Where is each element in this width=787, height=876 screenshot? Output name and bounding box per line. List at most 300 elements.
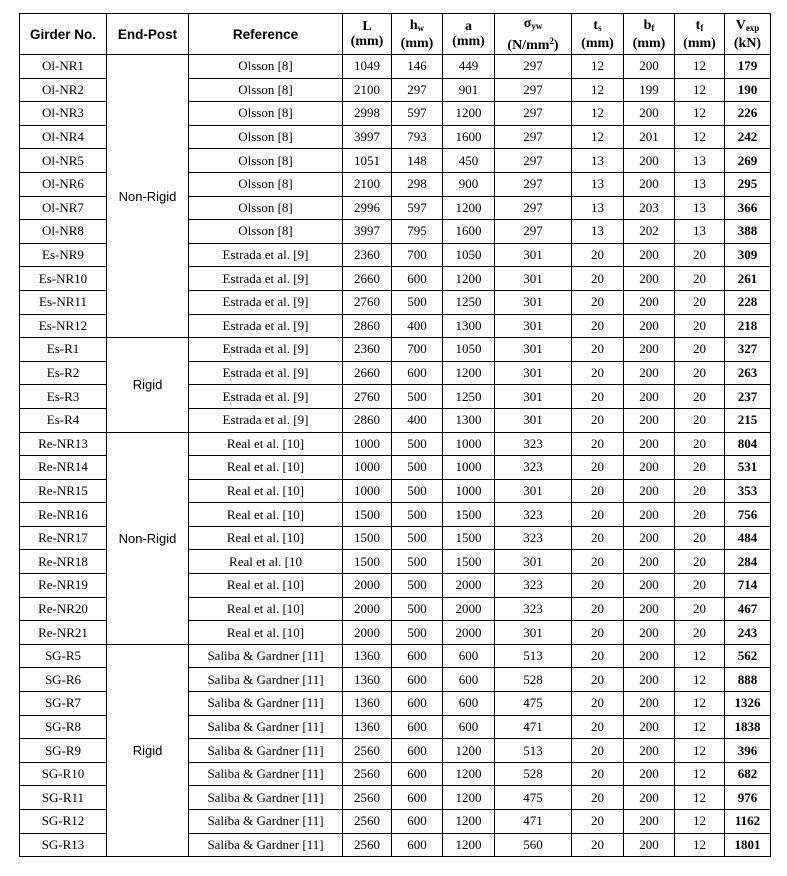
cell-panel-width: 1300 (443, 314, 495, 338)
cell-length: 2000 (343, 574, 392, 598)
cell-flange-thickness: 13 (675, 220, 725, 244)
cell-girder-no: Re-NR21 (20, 621, 107, 645)
cell-web-height: 600 (392, 644, 443, 668)
cell-shear-capacity: 976 (725, 786, 771, 810)
cell-flange-width: 200 (624, 456, 675, 480)
cell-girder-no: Re-NR13 (20, 432, 107, 456)
cell-reference: Estrada et al. [9] (189, 385, 343, 409)
cell-web-height: 793 (392, 125, 443, 149)
cell-yield-stress: 323 (495, 503, 572, 527)
cell-panel-width: 1200 (443, 786, 495, 810)
cell-shear-capacity: 261 (725, 267, 771, 291)
cell-flange-thickness: 20 (675, 574, 725, 598)
cell-panel-width: 1200 (443, 810, 495, 834)
cell-panel-width: 1200 (443, 102, 495, 126)
cell-flange-thickness: 20 (675, 621, 725, 645)
cell-flange-thickness: 12 (675, 833, 725, 857)
cell-girder-no: Es-R1 (20, 338, 107, 362)
cell-stiffener-thickness: 20 (572, 385, 624, 409)
cell-yield-stress: 301 (495, 479, 572, 503)
cell-reference: Saliba & Gardner [11] (189, 786, 343, 810)
cell-flange-width: 200 (624, 597, 675, 621)
header-stiffener-thickness: $t_s$ (mm) (572, 14, 624, 55)
cell-flange-width: 200 (624, 338, 675, 362)
cell-panel-width: 1500 (443, 550, 495, 574)
cell-web-height: 600 (392, 833, 443, 857)
cell-length: 1500 (343, 550, 392, 574)
cell-reference: Olsson [8] (189, 78, 343, 102)
cell-length: 2996 (343, 196, 392, 220)
cell-flange-thickness: 20 (675, 526, 725, 550)
cell-flange-width: 200 (624, 385, 675, 409)
cell-girder-no: Es-R2 (20, 361, 107, 385)
cell-stiffener-thickness: 20 (572, 644, 624, 668)
header-panel-width: a (mm) (443, 14, 495, 55)
cell-girder-no: Ol-NR7 (20, 196, 107, 220)
cell-web-height: 500 (392, 503, 443, 527)
table-row (20, 338, 771, 362)
cell-panel-width: 900 (443, 172, 495, 196)
cell-girder-no: SG-R5 (20, 644, 107, 668)
cell-panel-width: 1250 (443, 290, 495, 314)
cell-reference: Saliba & Gardner [11] (189, 668, 343, 692)
cell-yield-stress: 323 (495, 432, 572, 456)
cell-flange-width: 199 (624, 78, 675, 102)
cell-yield-stress: 475 (495, 692, 572, 716)
cell-yield-stress: 297 (495, 78, 572, 102)
cell-length: 1360 (343, 692, 392, 716)
cell-shear-capacity: 242 (725, 125, 771, 149)
cell-flange-thickness: 20 (675, 456, 725, 480)
cell-reference: Saliba & Gardner [11] (189, 833, 343, 857)
cell-reference: Olsson [8] (189, 125, 343, 149)
cell-stiffener-thickness: 20 (572, 786, 624, 810)
cell-yield-stress: 528 (495, 668, 572, 692)
cell-flange-width: 200 (624, 267, 675, 291)
cell-yield-stress: 560 (495, 833, 572, 857)
cell-shear-capacity: 179 (725, 55, 771, 79)
cell-web-height: 500 (392, 290, 443, 314)
cell-yield-stress: 297 (495, 55, 572, 79)
cell-panel-width: 600 (443, 644, 495, 668)
header-length: L (mm) (343, 14, 392, 55)
cell-web-height: 400 (392, 314, 443, 338)
cell-flange-thickness: 12 (675, 810, 725, 834)
cell-stiffener-thickness: 20 (572, 479, 624, 503)
cell-shear-capacity: 1838 (725, 715, 771, 739)
cell-stiffener-thickness: 20 (572, 833, 624, 857)
cell-yield-stress: 297 (495, 172, 572, 196)
cell-length: 2660 (343, 267, 392, 291)
cell-reference: Olsson [8] (189, 55, 343, 79)
cell-shear-capacity: 682 (725, 762, 771, 786)
cell-flange-width: 200 (624, 290, 675, 314)
cell-length: 2560 (343, 810, 392, 834)
cell-panel-width: 2000 (443, 621, 495, 645)
cell-flange-width: 200 (624, 503, 675, 527)
cell-panel-width: 1050 (443, 338, 495, 362)
cell-girder-no: Es-NR10 (20, 267, 107, 291)
header-flange-thickness: $t_f$ (mm) (675, 14, 725, 55)
cell-panel-width: 1050 (443, 243, 495, 267)
cell-panel-width: 1000 (443, 479, 495, 503)
cell-flange-width: 202 (624, 220, 675, 244)
cell-length: 2360 (343, 243, 392, 267)
cell-yield-stress: 297 (495, 102, 572, 126)
cell-web-height: 600 (392, 267, 443, 291)
header-row (20, 14, 771, 55)
cell-web-height: 500 (392, 479, 443, 503)
cell-flange-thickness: 20 (675, 314, 725, 338)
cell-flange-width: 200 (624, 574, 675, 598)
cell-web-height: 600 (392, 810, 443, 834)
cell-stiffener-thickness: 20 (572, 338, 624, 362)
cell-shear-capacity: 1162 (725, 810, 771, 834)
cell-panel-width: 1200 (443, 196, 495, 220)
cell-girder-no: Re-NR20 (20, 597, 107, 621)
cell-reference: Olsson [8] (189, 220, 343, 244)
cell-flange-width: 200 (624, 668, 675, 692)
cell-flange-width: 200 (624, 408, 675, 432)
cell-yield-stress: 471 (495, 810, 572, 834)
cell-panel-width: 600 (443, 668, 495, 692)
header-end-post: End-Post (107, 14, 189, 55)
cell-reference: Estrada et al. [9] (189, 338, 343, 362)
cell-stiffener-thickness: 20 (572, 408, 624, 432)
cell-end-post: Rigid (107, 338, 189, 432)
cell-girder-no: SG-R10 (20, 762, 107, 786)
cell-shear-capacity: 1801 (725, 833, 771, 857)
cell-yield-stress: 297 (495, 196, 572, 220)
cell-web-height: 500 (392, 621, 443, 645)
cell-stiffener-thickness: 12 (572, 125, 624, 149)
cell-panel-width: 2000 (443, 597, 495, 621)
cell-panel-width: 1200 (443, 762, 495, 786)
cell-flange-width: 201 (624, 125, 675, 149)
cell-length: 1360 (343, 668, 392, 692)
cell-length: 2560 (343, 739, 392, 763)
cell-flange-thickness: 12 (675, 715, 725, 739)
cell-stiffener-thickness: 20 (572, 361, 624, 385)
cell-reference: Saliba & Gardner [11] (189, 762, 343, 786)
cell-flange-thickness: 20 (675, 597, 725, 621)
header-flange-width: $b_f$ (mm) (624, 14, 675, 55)
cell-web-height: 500 (392, 550, 443, 574)
cell-reference: Real et al. [10 (189, 550, 343, 574)
cell-flange-thickness: 20 (675, 432, 725, 456)
cell-length: 2660 (343, 361, 392, 385)
cell-flange-width: 200 (624, 833, 675, 857)
cell-yield-stress: 471 (495, 715, 572, 739)
cell-flange-width: 200 (624, 739, 675, 763)
cell-reference: Estrada et al. [9] (189, 314, 343, 338)
cell-yield-stress: 297 (495, 149, 572, 173)
cell-girder-no: SG-R6 (20, 668, 107, 692)
table-row (20, 644, 771, 668)
cell-web-height: 298 (392, 172, 443, 196)
cell-stiffener-thickness: 20 (572, 692, 624, 716)
cell-yield-stress: 301 (495, 338, 572, 362)
cell-stiffener-thickness: 13 (572, 149, 624, 173)
cell-web-height: 146 (392, 55, 443, 79)
cell-web-height: 600 (392, 762, 443, 786)
cell-stiffener-thickness: 20 (572, 715, 624, 739)
cell-flange-width: 200 (624, 172, 675, 196)
cell-panel-width: 1600 (443, 220, 495, 244)
cell-length: 2560 (343, 786, 392, 810)
cell-flange-width: 200 (624, 621, 675, 645)
cell-web-height: 500 (392, 456, 443, 480)
cell-length: 2760 (343, 290, 392, 314)
cell-stiffener-thickness: 13 (572, 220, 624, 244)
cell-web-height: 700 (392, 243, 443, 267)
cell-web-height: 500 (392, 526, 443, 550)
cell-stiffener-thickness: 20 (572, 550, 624, 574)
cell-web-height: 600 (392, 786, 443, 810)
cell-yield-stress: 301 (495, 385, 572, 409)
cell-shear-capacity: 756 (725, 503, 771, 527)
cell-yield-stress: 513 (495, 644, 572, 668)
cell-flange-thickness: 12 (675, 692, 725, 716)
cell-stiffener-thickness: 20 (572, 668, 624, 692)
cell-flange-thickness: 20 (675, 550, 725, 574)
cell-girder-no: Es-NR12 (20, 314, 107, 338)
cell-web-height: 597 (392, 196, 443, 220)
cell-flange-width: 200 (624, 361, 675, 385)
cell-flange-thickness: 20 (675, 479, 725, 503)
cell-stiffener-thickness: 20 (572, 762, 624, 786)
cell-stiffener-thickness: 20 (572, 456, 624, 480)
cell-girder-no: Ol-NR2 (20, 78, 107, 102)
cell-flange-thickness: 12 (675, 668, 725, 692)
cell-reference: Estrada et al. [9] (189, 243, 343, 267)
cell-web-height: 600 (392, 361, 443, 385)
cell-stiffener-thickness: 13 (572, 196, 624, 220)
cell-length: 1360 (343, 644, 392, 668)
cell-reference: Real et al. [10] (189, 526, 343, 550)
cell-stiffener-thickness: 20 (572, 432, 624, 456)
cell-flange-thickness: 20 (675, 503, 725, 527)
cell-length: 3997 (343, 125, 392, 149)
cell-flange-thickness: 20 (675, 267, 725, 291)
cell-web-height: 500 (392, 432, 443, 456)
cell-shear-capacity: 327 (725, 338, 771, 362)
cell-flange-width: 200 (624, 550, 675, 574)
cell-stiffener-thickness: 20 (572, 267, 624, 291)
cell-flange-thickness: 12 (675, 102, 725, 126)
header-web-height: $h_w$ (mm) (392, 14, 443, 55)
cell-panel-width: 600 (443, 692, 495, 716)
cell-reference: Olsson [8] (189, 196, 343, 220)
cell-web-height: 500 (392, 574, 443, 598)
cell-flange-thickness: 20 (675, 243, 725, 267)
cell-stiffener-thickness: 20 (572, 526, 624, 550)
cell-stiffener-thickness: 20 (572, 739, 624, 763)
cell-shear-capacity: 388 (725, 220, 771, 244)
header-girder-no: Girder No. (20, 14, 107, 55)
cell-length: 1500 (343, 503, 392, 527)
cell-flange-width: 200 (624, 432, 675, 456)
cell-panel-width: 2000 (443, 574, 495, 598)
cell-flange-width: 200 (624, 692, 675, 716)
cell-web-height: 795 (392, 220, 443, 244)
cell-yield-stress: 301 (495, 361, 572, 385)
cell-stiffener-thickness: 20 (572, 314, 624, 338)
cell-stiffener-thickness: 20 (572, 574, 624, 598)
girder-data-table (19, 13, 771, 857)
cell-reference: Saliba & Gardner [11] (189, 644, 343, 668)
cell-length: 1000 (343, 432, 392, 456)
cell-stiffener-thickness: 20 (572, 290, 624, 314)
cell-shear-capacity: 714 (725, 574, 771, 598)
cell-length: 2560 (343, 833, 392, 857)
cell-flange-width: 200 (624, 715, 675, 739)
cell-flange-thickness: 20 (675, 338, 725, 362)
cell-web-height: 600 (392, 668, 443, 692)
cell-shear-capacity: 467 (725, 597, 771, 621)
cell-flange-thickness: 12 (675, 644, 725, 668)
cell-stiffener-thickness: 20 (572, 597, 624, 621)
cell-flange-width: 200 (624, 102, 675, 126)
cell-shear-capacity: 888 (725, 668, 771, 692)
cell-shear-capacity: 309 (725, 243, 771, 267)
cell-flange-thickness: 12 (675, 762, 725, 786)
cell-girder-no: Es-NR9 (20, 243, 107, 267)
cell-reference: Olsson [8] (189, 172, 343, 196)
cell-web-height: 500 (392, 385, 443, 409)
cell-flange-thickness: 20 (675, 290, 725, 314)
cell-stiffener-thickness: 20 (572, 621, 624, 645)
cell-flange-width: 200 (624, 479, 675, 503)
cell-panel-width: 1500 (443, 503, 495, 527)
cell-yield-stress: 301 (495, 243, 572, 267)
cell-web-height: 400 (392, 408, 443, 432)
cell-shear-capacity: 484 (725, 526, 771, 550)
cell-girder-no: Ol-NR8 (20, 220, 107, 244)
cell-shear-capacity: 562 (725, 644, 771, 668)
cell-girder-no: Re-NR18 (20, 550, 107, 574)
cell-length: 1049 (343, 55, 392, 79)
cell-end-post: Rigid (107, 644, 189, 856)
cell-end-post: Non-Rigid (107, 55, 189, 338)
cell-panel-width: 1250 (443, 385, 495, 409)
cell-length: 2860 (343, 314, 392, 338)
cell-reference: Real et al. [10] (189, 621, 343, 645)
cell-stiffener-thickness: 20 (572, 810, 624, 834)
cell-length: 2998 (343, 102, 392, 126)
cell-flange-width: 200 (624, 786, 675, 810)
cell-shear-capacity: 215 (725, 408, 771, 432)
cell-girder-no: SG-R12 (20, 810, 107, 834)
cell-shear-capacity: 218 (725, 314, 771, 338)
cell-web-height: 597 (392, 102, 443, 126)
cell-panel-width: 1200 (443, 361, 495, 385)
cell-length: 2000 (343, 597, 392, 621)
cell-reference: Real et al. [10] (189, 456, 343, 480)
cell-panel-width: 600 (443, 715, 495, 739)
cell-reference: Saliba & Gardner [11] (189, 739, 343, 763)
cell-yield-stress: 297 (495, 125, 572, 149)
cell-panel-width: 1300 (443, 408, 495, 432)
cell-length: 2100 (343, 78, 392, 102)
cell-length: 2360 (343, 338, 392, 362)
cell-yield-stress: 323 (495, 456, 572, 480)
cell-length: 1051 (343, 149, 392, 173)
cell-yield-stress: 513 (495, 739, 572, 763)
cell-girder-no: Es-NR11 (20, 290, 107, 314)
cell-girder-no: Es-R4 (20, 408, 107, 432)
cell-girder-no: SG-R13 (20, 833, 107, 857)
cell-panel-width: 1200 (443, 833, 495, 857)
cell-stiffener-thickness: 12 (572, 55, 624, 79)
table-row (20, 55, 771, 79)
cell-length: 1000 (343, 456, 392, 480)
cell-girder-no: SG-R9 (20, 739, 107, 763)
cell-panel-width: 1600 (443, 125, 495, 149)
cell-yield-stress: 301 (495, 267, 572, 291)
cell-web-height: 700 (392, 338, 443, 362)
cell-flange-thickness: 13 (675, 172, 725, 196)
cell-stiffener-thickness: 20 (572, 243, 624, 267)
cell-panel-width: 1200 (443, 267, 495, 291)
cell-length: 2560 (343, 762, 392, 786)
cell-length: 2860 (343, 408, 392, 432)
cell-yield-stress: 297 (495, 220, 572, 244)
cell-end-post: Non-Rigid (107, 432, 189, 644)
cell-reference: Saliba & Gardner [11] (189, 715, 343, 739)
cell-panel-width: 1200 (443, 739, 495, 763)
cell-panel-width: 1500 (443, 526, 495, 550)
cell-reference: Saliba & Gardner [11] (189, 692, 343, 716)
cell-reference: Olsson [8] (189, 102, 343, 126)
cell-web-height: 600 (392, 692, 443, 716)
cell-flange-width: 200 (624, 55, 675, 79)
cell-girder-no: Re-NR15 (20, 479, 107, 503)
cell-shear-capacity: 1326 (725, 692, 771, 716)
cell-yield-stress: 301 (495, 408, 572, 432)
cell-girder-no: Re-NR14 (20, 456, 107, 480)
cell-girder-no: SG-R7 (20, 692, 107, 716)
cell-flange-width: 200 (624, 762, 675, 786)
table-row (20, 432, 771, 456)
cell-shear-capacity: 190 (725, 78, 771, 102)
cell-flange-thickness: 13 (675, 149, 725, 173)
cell-length: 2760 (343, 385, 392, 409)
cell-web-height: 600 (392, 739, 443, 763)
cell-shear-capacity: 295 (725, 172, 771, 196)
cell-reference: Real et al. [10] (189, 503, 343, 527)
cell-web-height: 148 (392, 149, 443, 173)
cell-yield-stress: 323 (495, 526, 572, 550)
cell-reference: Real et al. [10] (189, 479, 343, 503)
cell-yield-stress: 323 (495, 574, 572, 598)
cell-flange-width: 200 (624, 314, 675, 338)
cell-web-height: 600 (392, 715, 443, 739)
cell-reference: Saliba & Gardner [11] (189, 810, 343, 834)
cell-yield-stress: 301 (495, 314, 572, 338)
cell-girder-no: Ol-NR3 (20, 102, 107, 126)
cell-panel-width: 901 (443, 78, 495, 102)
cell-girder-no: SG-R11 (20, 786, 107, 810)
cell-girder-no: Re-NR16 (20, 503, 107, 527)
header-yield-stress: $\sigma_{yw}$ $(N/mm^2)$ (495, 14, 572, 55)
cell-reference: Estrada et al. [9] (189, 361, 343, 385)
cell-flange-thickness: 13 (675, 196, 725, 220)
cell-flange-width: 200 (624, 243, 675, 267)
cell-girder-no: Ol-NR5 (20, 149, 107, 173)
cell-yield-stress: 301 (495, 550, 572, 574)
cell-stiffener-thickness: 12 (572, 102, 624, 126)
